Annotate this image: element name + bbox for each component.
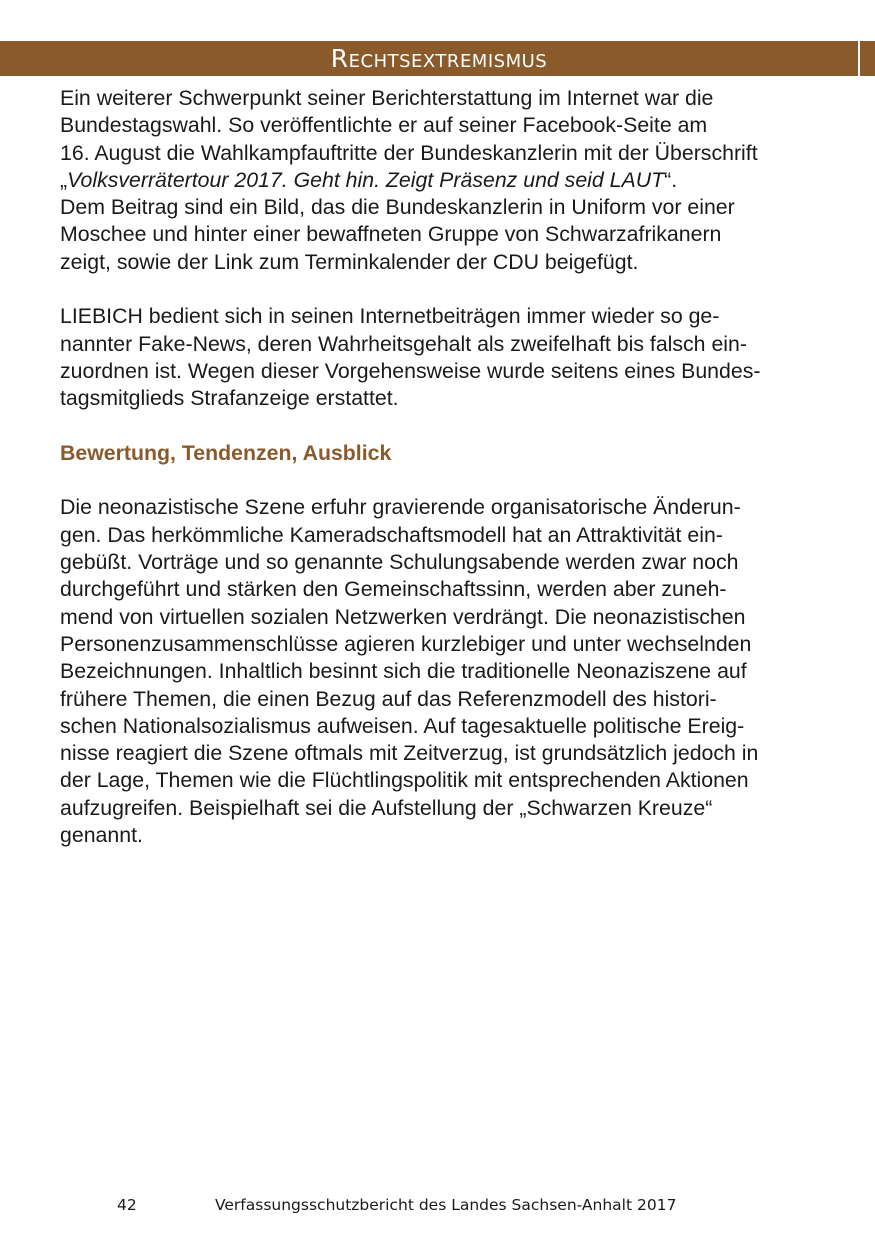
text-line: mend von virtuellen sozialen Netzwerken verdrängt. Die neonazistischen xyxy=(60,604,746,629)
text-line: nannter Fake-News, deren Wahrheitsgehalt als zweifelhaft bis falsch ein- xyxy=(60,331,747,356)
section-title: Rechtsextremismus xyxy=(330,44,548,73)
paragraph-fake-news xyxy=(60,303,820,412)
text-line: nisse reagiert die Szene oftmals mit Zeitverzug, ist grundsätzlich jedoch in xyxy=(60,741,759,766)
close-quote: “. xyxy=(664,167,678,192)
page-footer xyxy=(0,1192,875,1218)
text-line: zuordnen ist. Wegen dieser Vorgehensweise wurde seitens eines Bundes- xyxy=(60,358,761,383)
text-line: LIEBICH bedient sich in seinen Internetbeiträgen immer wieder so ge- xyxy=(60,304,720,329)
subheading-assessment: Bewertung, Tendenzen, Ausblick xyxy=(60,440,392,465)
text-line: tagsmitglieds Strafanzeige erstattet. xyxy=(60,386,399,411)
page-number: 42 xyxy=(117,1196,137,1214)
text-line: 16. August die Wahlkampfauftritte der Bundeskanzlerin mit der Überschrift xyxy=(60,140,758,165)
paragraph-assessment xyxy=(60,494,820,849)
section-header-band xyxy=(0,41,858,76)
text-line: zeigt, sowie der Link zum Terminkalender der CDU beigefügt. xyxy=(60,249,639,274)
text-line-quote xyxy=(60,167,820,194)
text-line: Moschee und hinter einer bewaffneten Gruppe von Schwarzafrikanern xyxy=(60,222,722,247)
report-title: Verfassungsschutzbericht des Landes Sachsen-Anhalt 2017 xyxy=(215,1196,677,1214)
text-line: Ein weiterer Schwerpunkt seiner Berichterstattung im Internet war die xyxy=(60,86,714,110)
section-header-edge xyxy=(860,41,875,76)
text-line: aufzugreifen. Beispielhaft sei die Aufstellung der „Schwarzen Kreuze“ xyxy=(60,795,713,820)
text-line: Bundestagswahl. So veröffentlichte er auf seiner Facebook-Seite am xyxy=(60,113,708,138)
text-line: frühere Themen, die einen Bezug auf das Referenzmodell des histori- xyxy=(60,686,717,711)
text-line: Bezeichnungen. Inhaltlich besinnt sich die traditionelle Neonaziszene auf xyxy=(60,659,747,684)
text-line: Dem Beitrag sind ein Bild, das die Bundeskanzlerin in Uniform vor einer xyxy=(60,195,735,220)
page-content xyxy=(60,85,820,849)
text-line: Personenzusammenschlüsse agieren kurzlebiger und unter wechselnden xyxy=(60,631,752,656)
quoted-headline: Volksverrätertour 2017. Geht hin. Zeigt Präsenz und seid LAUT xyxy=(67,167,665,192)
open-quote: „ xyxy=(60,167,68,192)
paragraph-election-coverage xyxy=(60,85,820,276)
text-line: schen Nationalsozialismus aufweisen. Auf tagesaktuelle politische Ereig- xyxy=(60,713,745,738)
text-line: der Lage, Themen wie die Flüchtlingspolitik mit entsprechenden Aktionen xyxy=(60,768,749,793)
text-line: genannt. xyxy=(60,823,143,848)
text-line: durchgeführt und stärken den Gemeinschaftssinn, werden aber zuneh- xyxy=(60,577,727,602)
text-line: gen. Das herkömmliche Kameradschaftsmodell hat an Attraktivität ein- xyxy=(60,522,723,547)
text-line: gebüßt. Vorträge und so genannte Schulungsabende werden zwar noch xyxy=(60,550,739,575)
text-line: Die neonazistische Szene erfuhr gravierende organisatorische Änderun- xyxy=(60,495,741,520)
